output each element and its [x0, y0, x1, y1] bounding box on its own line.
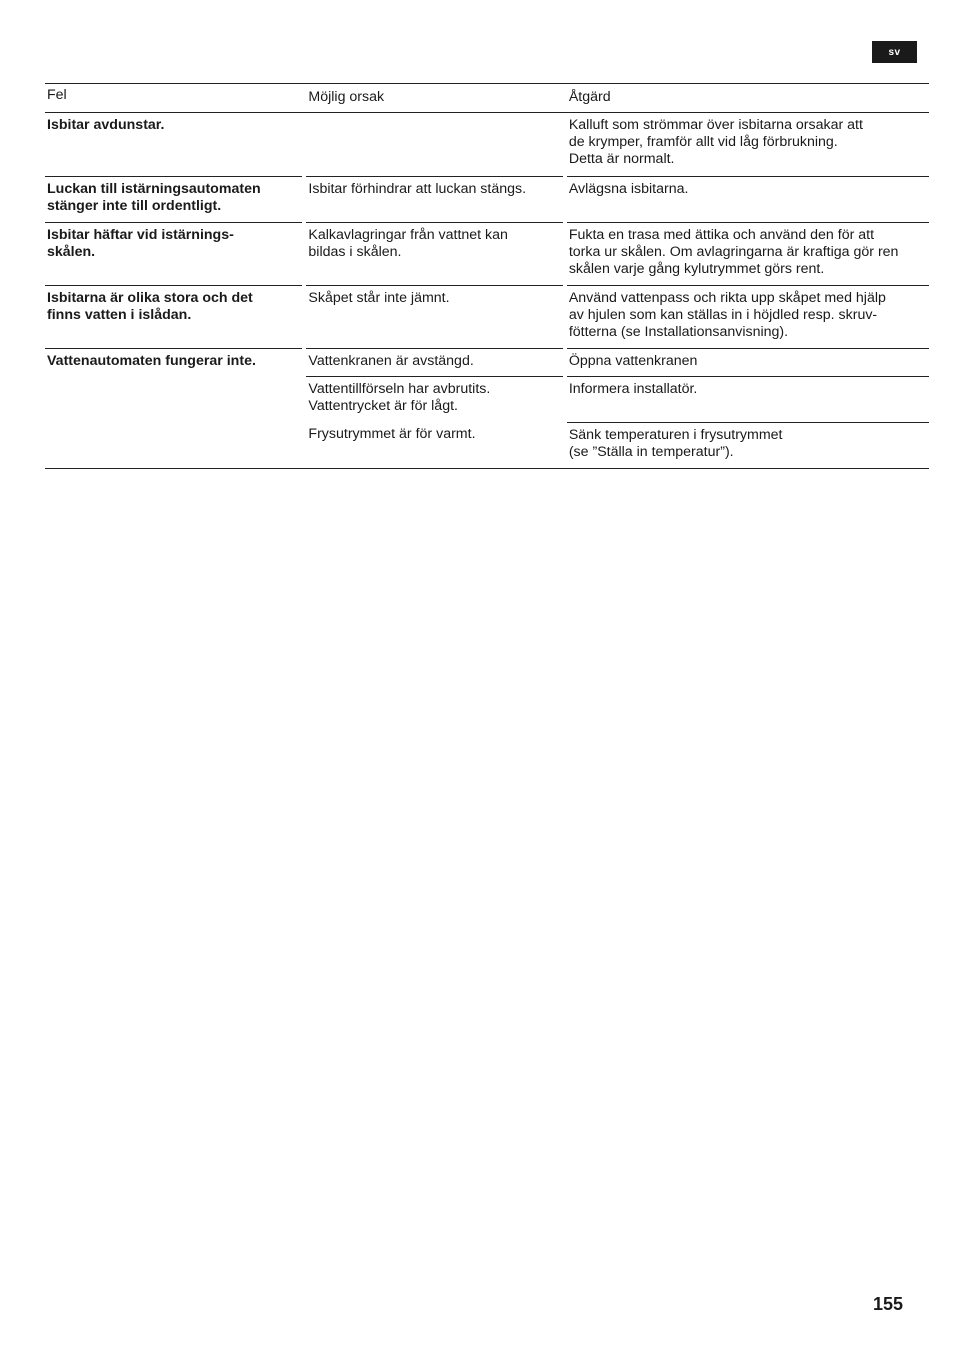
- fel-cell: [45, 376, 302, 422]
- troubleshooting-table: [45, 83, 929, 469]
- fel-cell: Isbitar häftar vid istärnings- skålen.: [45, 222, 302, 285]
- atgard-cell: Använd vattenpass och rikta upp skåpet med hjälp av hjulen som kan ställas in i höjdled resp. skruv- fötterna (se Installationsanvisning).: [567, 285, 929, 348]
- header-atgard: Åtgärd: [568, 89, 611, 105]
- orsak-cell: Vattenkranen är avstängd.: [306, 348, 562, 376]
- table-row: [45, 376, 929, 422]
- atgard-cell: Sänk temperaturen i frysutrymmet (se ”Ställa in temperatur”).: [567, 422, 929, 468]
- atgard-cell: Avlägsna isbitarna.: [567, 176, 929, 222]
- table-row: [45, 113, 929, 176]
- table-header-row: [45, 84, 929, 113]
- orsak-cell: Isbitar förhindrar att luckan stängs.: [306, 176, 562, 222]
- orsak-cell: Skåpet står inte jämnt.: [306, 285, 562, 348]
- atgard-cell: Fukta en trasa med ättika och använd den för att torka ur skålen. Om avlagringarna är kraftiga gör ren skålen varje gång kylutrymmet görs rent.: [567, 222, 929, 285]
- orsak-cell: Frysutrymmet är för varmt.: [308, 426, 476, 442]
- header-fel: Fel: [47, 87, 67, 103]
- fel-cell: Vattenautomaten fungerar inte.: [45, 348, 302, 376]
- fel-cell: Isbitar avdunstar.: [47, 117, 165, 133]
- orsak-cell: [306, 113, 562, 176]
- orsak-cell: Vattentillförseln har avbrutits. Vattentrycket är för lågt.: [306, 376, 562, 422]
- page-number: 155: [873, 1294, 904, 1314]
- language-badge: sv: [872, 41, 917, 63]
- fel-cell: Luckan till istärningsautomaten stänger inte till ordentligt.: [45, 176, 302, 222]
- atgard-cell: Kalluft som strömmar över isbitarna orsakar att de krymper, framför allt vid låg förbrukning. Detta är normalt.: [568, 117, 863, 167]
- atgard-cell: Öppna vattenkranen: [567, 348, 929, 376]
- header-orsak: Möjlig orsak: [308, 89, 385, 105]
- table-row: [45, 176, 929, 222]
- orsak-cell: Kalkavlagringar från vattnet kan bildas i skålen.: [306, 222, 562, 285]
- fel-cell: [45, 422, 302, 468]
- table-row: [45, 285, 929, 348]
- table-row: [45, 422, 929, 469]
- table-row: [45, 348, 929, 376]
- table-row: [45, 222, 929, 285]
- fel-cell: Isbitarna är olika stora och det finns vatten i islådan.: [45, 285, 302, 348]
- atgard-cell: Informera installatör.: [567, 376, 929, 422]
